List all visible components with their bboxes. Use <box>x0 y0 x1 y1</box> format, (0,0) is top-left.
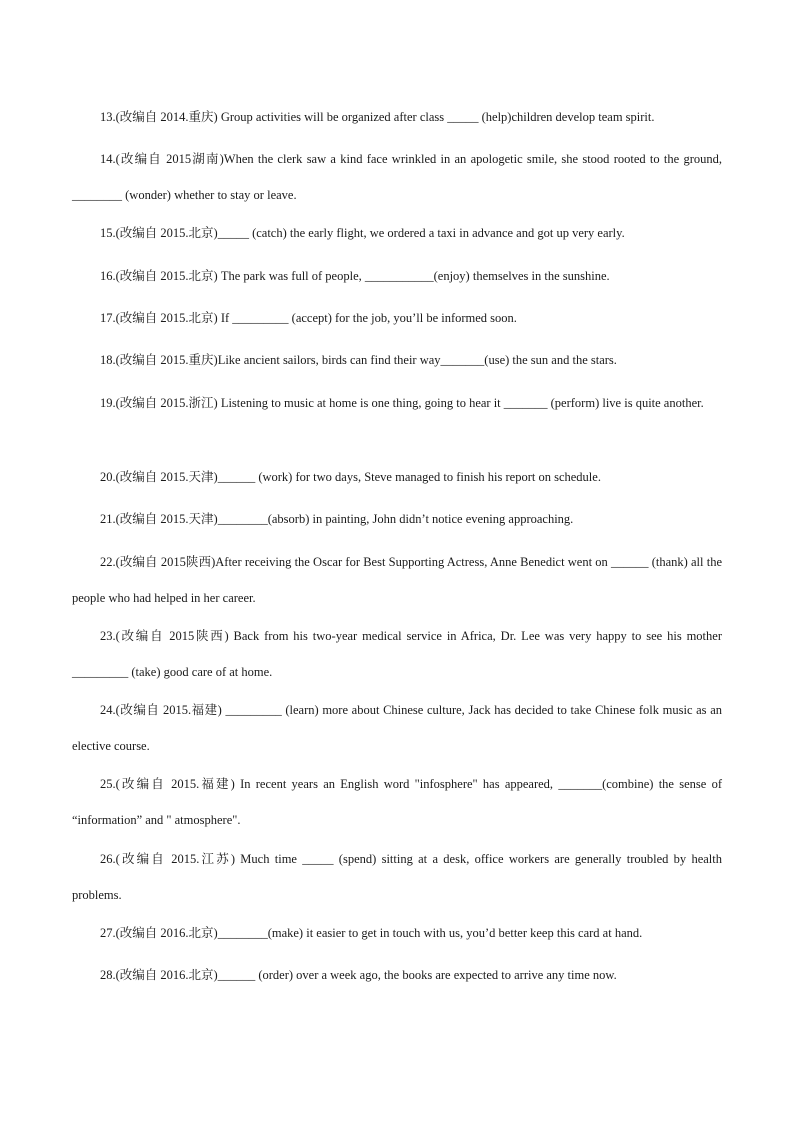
question-23: 23.(改编自 2015陕西) Back from his two-year medical service in Africa, Dr. Lee was very happy to see his mother _________ (take) good care of at home. <box>72 629 726 679</box>
question-17: 17.(改编自 2015.北京) If _________ (accept) for the job, you’ll be informed soon. <box>100 311 517 325</box>
question-24: 24.(改编自 2015.福建) _________ (learn) more about Chinese culture, Jack has decided to take Chinese folk music as an elective course. <box>72 703 726 753</box>
question-26: 26.(改编自 2015.江苏) Much time _____ (spend) sitting at a desk, office workers are generally troubled by health problems. <box>72 852 726 902</box>
question-28: 28.(改编自 2016.北京)______ (order) over a week ago, the books are expected to arrive any time now. <box>100 968 617 982</box>
question-18: 18.(改编自 2015.重庆)Like ancient sailors, birds can find their way_______(use) the sun and the stars. <box>100 353 617 367</box>
question-13: 13.(改编自 2014.重庆) Group activities will be organized after class _____ (help)children develop team spirit. <box>100 110 655 124</box>
question-27: 27.(改编自 2016.北京)________(make) it easier to get in touch with us, you’d better keep this card at hand. <box>100 926 643 940</box>
question-16: 16.(改编自 2015.北京) The park was full of people, ___________(enjoy) themselves in the sunshine. <box>100 269 610 283</box>
question-20: 20.(改编自 2015.天津)______ (work) for two days, Steve managed to finish his report on schedule. <box>100 470 601 484</box>
question-15: 15.(改编自 2015.北京)_____ (catch) the early flight, we ordered a taxi in advance and got up very early. <box>100 226 625 240</box>
question-19: 19.(改编自 2015.浙江) Listening to music at home is one thing, going to hear it _______ (perform) live is quite another. <box>100 396 704 410</box>
question-22: 22.(改编自 2015陕西)After receiving the Oscar for Best Supporting Actress, Anne Benedict went on ______ (thank) all the people who had helped in her career. <box>72 555 726 605</box>
question-25: 25.(改编自 2015.福建) In recent years an English word "infosphere" has appeared, _______(combine) the sense of “information” and " atmosphere". <box>72 777 726 827</box>
question-14: 14.(改编自 2015湖南)When the clerk saw a kind face wrinkled in an apologetic smile, she stood rooted to the ground, ________ (wonder) whether to stay or leave. <box>72 152 726 202</box>
question-21: 21.(改编自 2015.天津)________(absorb) in painting, John didn’t notice evening approaching. <box>100 512 574 526</box>
